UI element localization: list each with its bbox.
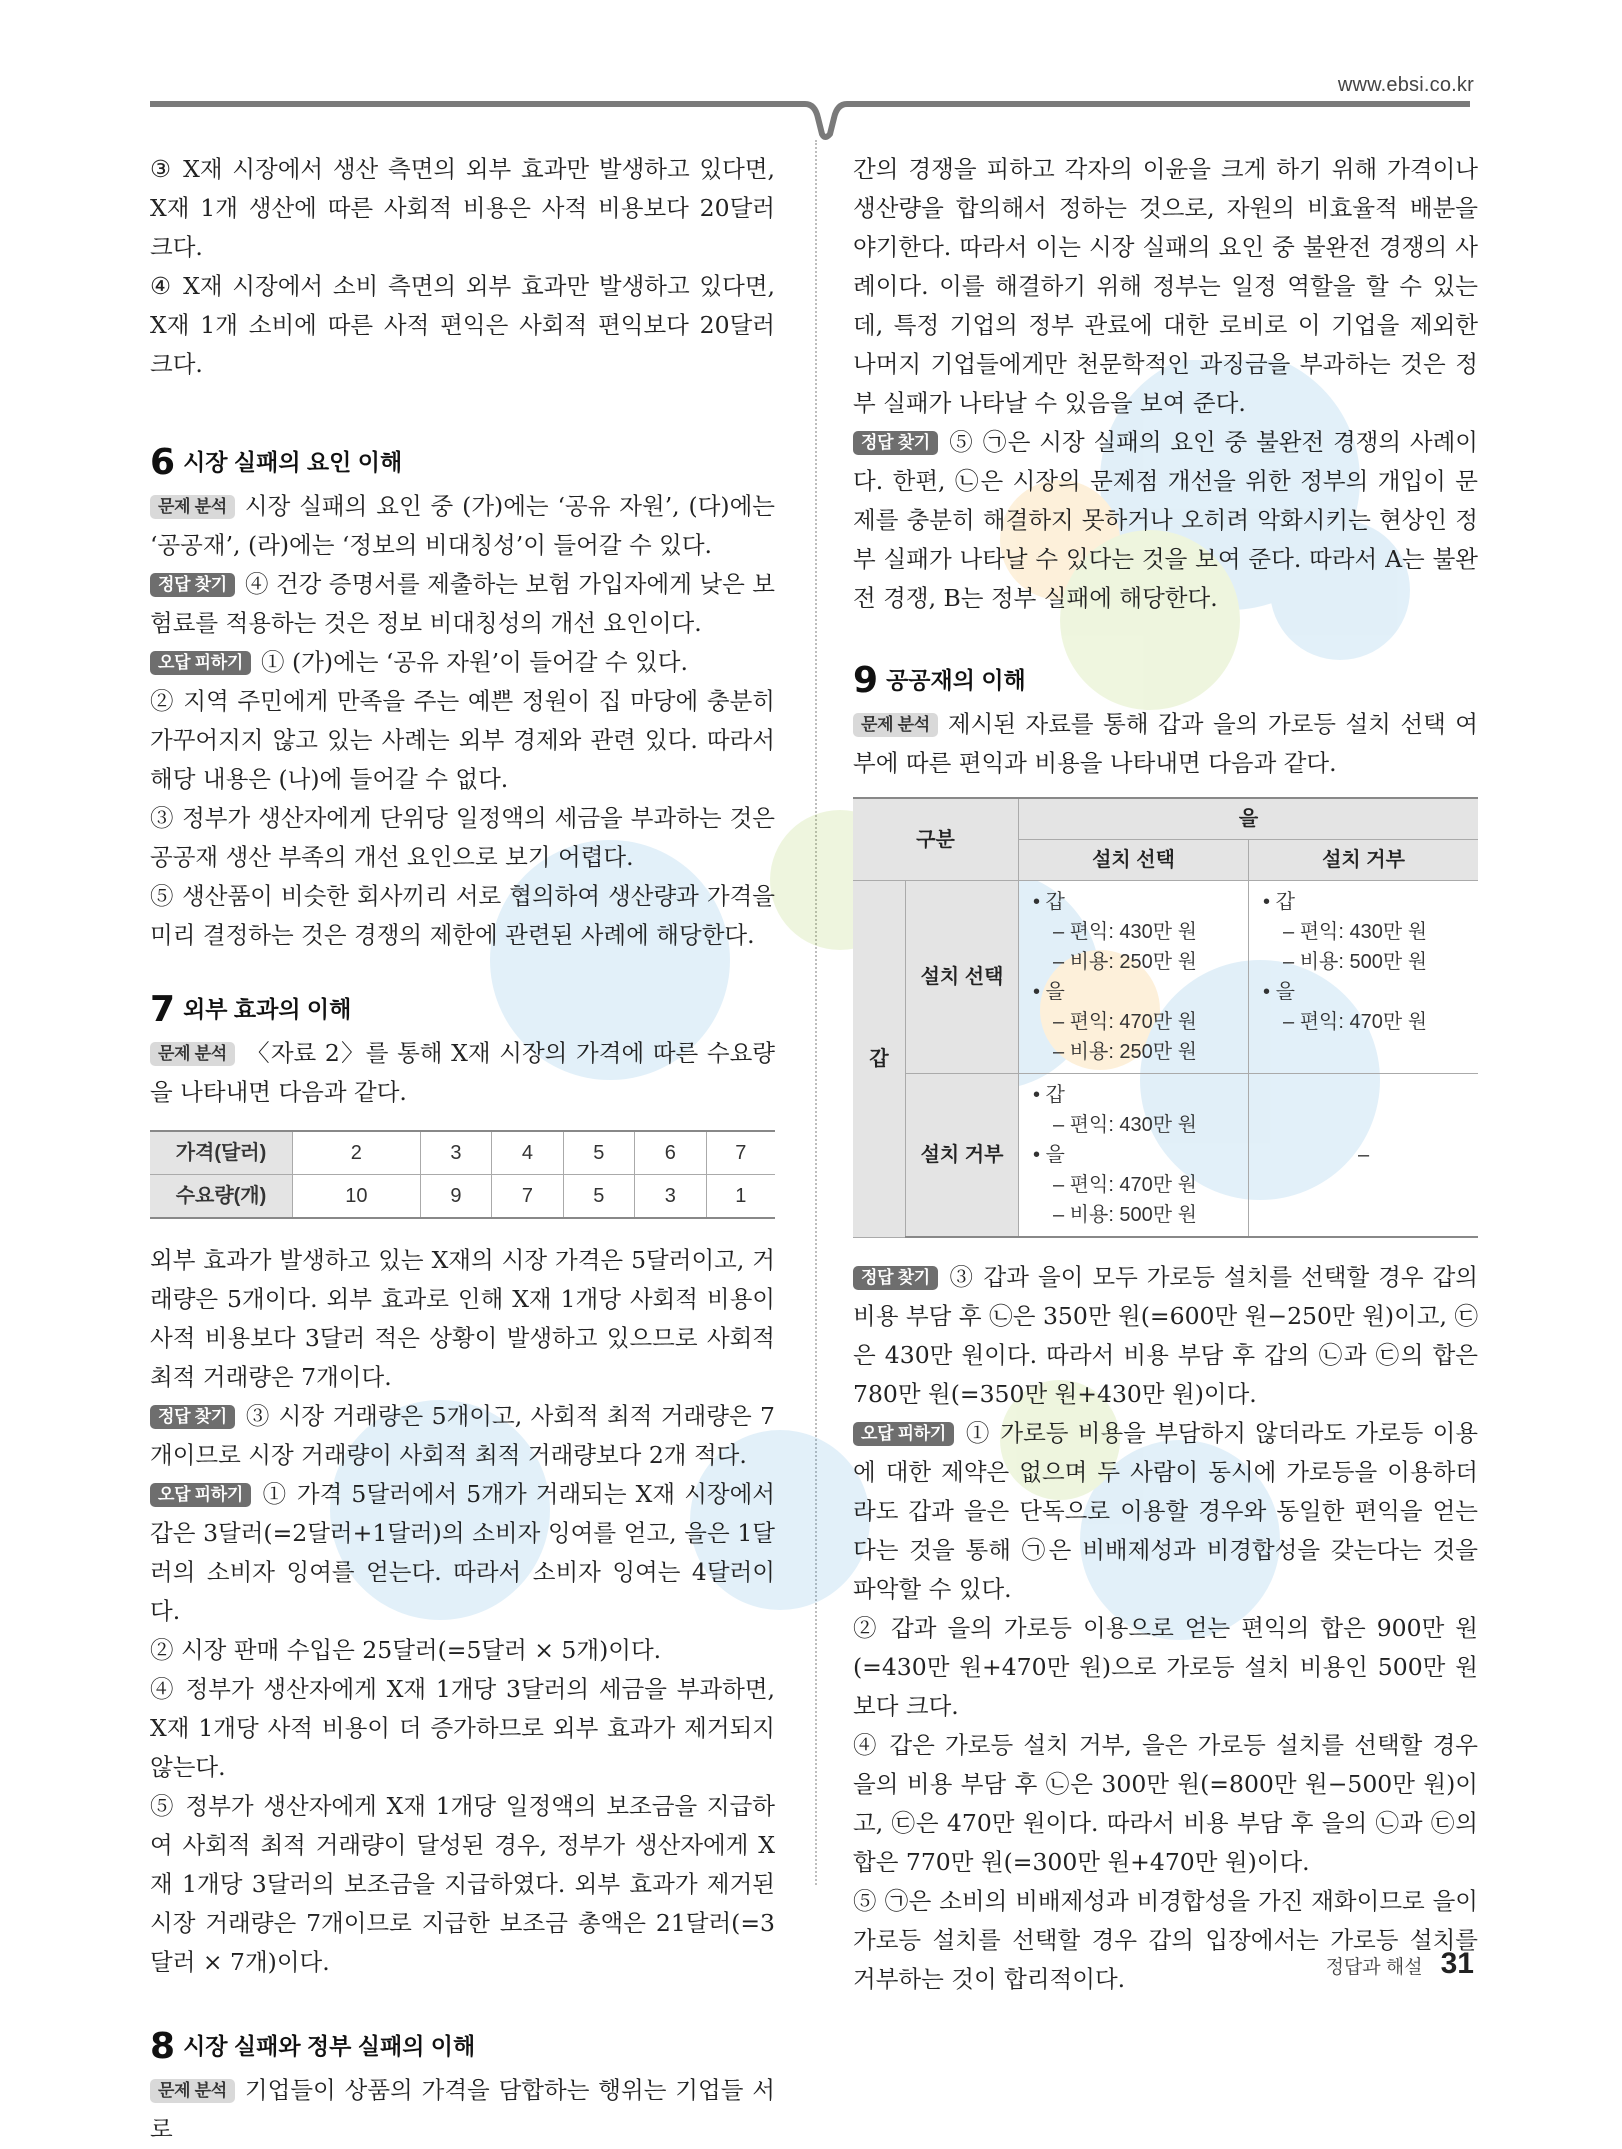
table-cell: 6 <box>635 1131 706 1175</box>
paragraph <box>150 643 775 682</box>
paragraph <box>853 1258 1478 1414</box>
cell-line: – 편익: 430만 원 <box>1053 921 1197 943</box>
table-cell: 9 <box>420 1175 491 1219</box>
column-header: 설치 선택 <box>1019 840 1249 881</box>
cell-line: – 편익: 430만 원 <box>1053 1114 1197 1136</box>
wrong-answer-text: ① 가로등 비용을 부담하지 않더라도 가로등 이용에 대한 제약은 없으며 두 사람이 동시에 가로등을 이용하더라도 갑과 을은 단독으로 이용할 경우와 동일한 편익을 얻는다는 것을 통해 ㉠은 비배제성과 비경합성을 갖는다는 것을 파악할 수 있다. <box>853 1419 1478 1603</box>
analysis-badge: 문제 분석 <box>150 1042 235 1066</box>
table-cell: 7 <box>706 1131 775 1175</box>
table-row <box>853 1074 1478 1238</box>
table-cell: 7 <box>492 1175 563 1219</box>
section-title-text: 외부 효과의 이해 <box>183 996 352 1022</box>
paragraph <box>853 1414 1478 1609</box>
table-cell: 4 <box>492 1131 563 1175</box>
section-number: 8 <box>150 2026 176 2067</box>
paragraph: ③ 정부가 생산자에게 단위당 일정액의 세금을 부과하는 것은 공공재 생산 부족의 개선 요인으로 보기 어렵다. <box>150 804 775 871</box>
analysis-text: 시장 실패의 요인 중 (가)에는 ‘공유 자원’, (다)에는 ‘공공재’, (라)에는 ‘정보의 비대칭성’이 들어갈 수 있다. <box>150 492 775 559</box>
cell-line: – 비용: 500만 원 <box>1283 951 1428 973</box>
analysis-text: 제시된 자료를 통해 갑과 을의 가로등 설치 선택 여부에 따른 편익과 비용을 나타내면 다음과 같다. <box>853 710 1478 777</box>
paragraph <box>853 705 1478 783</box>
cell-line: • 을 <box>1033 1144 1065 1166</box>
analysis-text: 기업들이 상품의 가격을 담합하는 행위는 기업들 서로 <box>150 2076 775 2143</box>
cell-line: – 비용: 250만 원 <box>1053 1041 1197 1063</box>
row-header: 가격(달러) <box>150 1131 293 1175</box>
left-column <box>150 150 775 2149</box>
section-6-title <box>150 442 775 483</box>
section-title-text: 시장 실패와 정부 실패의 이해 <box>183 2033 476 2059</box>
answer-text: ③ 갑과 을이 모두 가로등 설치를 선택할 경우 갑의 비용 부담 후 ㉡은 350만 원(=600만 원−250만 원)이고, ㉢은 430만 원이다. 따라서 비용 부담 후 갑의 ㉡과 ㉢의 합은 780만 원(=350만 원+430만 원)이다. <box>853 1263 1478 1408</box>
section-title-text: 시장 실패의 요인 이해 <box>183 449 403 475</box>
site-url: www.ebsi.co.kr <box>1337 74 1474 96</box>
corner-header: 구분 <box>853 798 1019 881</box>
price-demand-table <box>150 1130 775 1219</box>
table-cell: 3 <box>635 1175 706 1219</box>
cell-line: – 편익: 470만 원 <box>1053 1174 1197 1196</box>
wrong-answer-text: ① 가격 5달러에서 5개가 거래되는 X재 시장에서 갑은 3달러(=2달러+1달러)의 소비자 잉여를 얻고, 을은 1달러의 소비자 잉여를 얻는다. 따라서 소비자 잉여는 4달러이다. <box>150 1480 775 1625</box>
cell-line: • 을 <box>1263 981 1295 1003</box>
header-rule <box>150 96 1470 142</box>
column-header: 설치 거부 <box>1249 840 1478 881</box>
cell-line: • 갑 <box>1033 891 1065 913</box>
cell-line: – 편익: 470만 원 <box>1283 1011 1428 1033</box>
cell-line: • 을 <box>1033 981 1065 1003</box>
paragraph <box>853 423 1478 618</box>
table-cell: – <box>1249 1074 1478 1238</box>
table-cell <box>1019 881 1249 1074</box>
section-title-text: 공공재의 이해 <box>886 667 1026 693</box>
paragraph <box>150 1397 775 1475</box>
answer-badge: 정답 찾기 <box>150 1405 235 1429</box>
section-7-title <box>150 989 775 1030</box>
table-row <box>853 798 1478 840</box>
cell-line: – 편익: 430만 원 <box>1283 921 1428 943</box>
analysis-badge: 문제 분석 <box>853 713 938 737</box>
paragraph <box>150 565 775 643</box>
table-row <box>150 1131 775 1175</box>
wrong-answer-badge: 오답 피하기 <box>150 651 251 675</box>
wrong-answer-badge: 오답 피하기 <box>150 1483 251 1507</box>
table-row <box>853 881 1478 1074</box>
section-number: 7 <box>150 989 176 1030</box>
row-header: 설치 거부 <box>906 1074 1019 1238</box>
analysis-text: 〈자료 2〉를 통해 X재 시장의 가격에 따른 수요량을 나타내면 다음과 같다. <box>150 1039 775 1106</box>
answer-text: ③ 시장 거래량은 5개이고, 사회적 최적 거래량은 7개이므로 시장 거래량이 사회적 최적 거래량보다 2개 적다. <box>150 1402 775 1469</box>
cell-line: • 갑 <box>1033 1084 1065 1106</box>
paragraph: ② 지역 주민에게 만족을 주는 예쁜 정원이 집 마당에 충분히 가꾸어지지 않고 있는 사례는 외부 경제와 관련 있다. 따라서 해당 내용은 (나)에 들어갈 수 없다. <box>150 687 775 793</box>
paragraph: 간의 경쟁을 피하고 각자의 이윤을 크게 하기 위해 가격이나 생산량을 합의해서 정하는 것으로, 자원의 비효율적 배분을 야기한다. 따라서 이는 시장 실패의 요인 중 불완전 경쟁의 사례이다. 이를 해결하기 위해 정부는 일정 역할을 할 수 있는데, 특정 기업의 정부 관료에 대한 로비로 이 기업을 제외한 나머지 기업들에게만 천문학적인 과징금을 부과하는 것은 정부 실패가 나타날 수 있음을 보여 준다. <box>853 155 1478 417</box>
table-cell <box>1249 881 1478 1074</box>
answer-badge: 정답 찾기 <box>853 1266 938 1290</box>
wrong-answer-text: ① (가)에는 ‘공유 자원’이 들어갈 수 있다. <box>261 648 688 676</box>
paragraph: ④ 갑은 가로등 설치 거부, 을은 가로등 설치를 선택할 경우 을의 비용 부담 후 ㉡은 300만 원(=800만 원−500만 원)이고, ㉢은 470만 원이다. 따라서 비용 부담 후 을의 ㉡과 ㉢의 합은 770만 원(=300만 원+470만 원)이다. <box>853 1731 1478 1876</box>
analysis-badge: 문제 분석 <box>150 2079 235 2103</box>
paragraph: ④ X재 시장에서 소비 측면의 외부 효과만 발생하고 있다면, X재 1개 소비에 따른 사적 편익은 사회적 편익보다 20달러 크다. <box>150 272 775 378</box>
paragraph <box>150 1034 775 1112</box>
row-header: 설치 선택 <box>906 881 1019 1074</box>
right-column <box>853 150 1478 1999</box>
paragraph: ③ X재 시장에서 생산 측면의 외부 효과만 발생하고 있다면, X재 1개 생산에 따른 사회적 비용은 사적 비용보다 20달러 크다. <box>150 155 775 261</box>
answer-badge: 정답 찾기 <box>150 573 235 597</box>
analysis-badge: 문제 분석 <box>150 495 235 519</box>
row-group-header: 갑 <box>853 881 906 1238</box>
table-cell: 5 <box>563 1131 634 1175</box>
table-cell: 10 <box>293 1175 421 1219</box>
section-9-title <box>853 660 1478 701</box>
paragraph: ⑤ ㉠은 소비의 비배제성과 비경합성을 가진 재화이므로 을이 가로등 설치를 선택할 경우 갑의 입장에서는 가로등 설치를 거부하는 것이 합리적이다. <box>853 1887 1478 1993</box>
paragraph: ② 시장 판매 수입은 25달러(=5달러 × 5개)이다. <box>150 1636 662 1664</box>
section-number: 6 <box>150 442 176 483</box>
row-header: 수요량(개) <box>150 1175 293 1219</box>
paragraph: 외부 효과가 발생하고 있는 X재의 시장 가격은 5달러이고, 거래량은 5개이다. 외부 효과로 인해 X재 1개당 사회적 비용이 사적 비용보다 3달러 적은 상황이 발생하고 있으므로 사회적 최적 거래량은 7개이다. <box>150 1246 775 1391</box>
paragraph: ⑤ 정부가 생산자에게 X재 1개당 일정액의 보조금을 지급하여 사회적 최적 거래량이 달성된 경우, 정부가 생산자에게 X재 1개당 3달러의 보조금을 지급하였다. 외부 효과가 제거된 시장 거래량은 7개이므로 지급한 보조금 총액은 21달러(=3달러 × 7개)이다. <box>150 1792 775 1976</box>
benefit-cost-table <box>853 797 1478 1238</box>
table-cell: 2 <box>293 1131 421 1175</box>
table-cell: 1 <box>706 1175 775 1219</box>
section-number: 9 <box>853 660 879 701</box>
table-cell: 3 <box>420 1131 491 1175</box>
paragraph <box>150 1475 775 1631</box>
paragraph: ② 갑과 을의 가로등 이용으로 얻는 편익의 합은 900만 원(=430만 원+470만 원)으로 가로등 설치 비용인 500만 원보다 크다. <box>853 1614 1478 1720</box>
column-divider <box>815 140 817 1885</box>
paragraph: ⑤ 생산품이 비슷한 회사끼리 서로 협의하여 생산량과 가격을 미리 결정하는 것은 경쟁의 제한에 관련된 사례에 해당한다. <box>150 882 775 949</box>
page-number: 31 <box>1440 1947 1474 1980</box>
cell-line: – 비용: 250만 원 <box>1053 951 1197 973</box>
table-cell: 5 <box>563 1175 634 1219</box>
paragraph <box>150 487 775 565</box>
table-cell <box>1019 1074 1249 1238</box>
wrong-answer-badge: 오답 피하기 <box>853 1422 954 1446</box>
answer-text: ⑤ ㉠은 시장 실패의 요인 중 불완전 경쟁의 사례이다. 한편, ㉡은 시장의 문제점 개선을 위한 정부의 개입이 문제를 충분히 해결하지 못하거나 오히려 악화시키는 현상인 정부 실패가 나타날 수 있다는 것을 보여 준다. 따라서 A는 불완전 경쟁, B는 정부 실패에 해당한다. <box>853 428 1478 612</box>
cell-line: – 비용: 500만 원 <box>1053 1204 1197 1226</box>
paragraph <box>150 2071 775 2149</box>
table-row <box>150 1175 775 1219</box>
answer-badge: 정답 찾기 <box>853 431 938 455</box>
page-footer <box>1326 1947 1474 1981</box>
answer-text: ④ 건강 증명서를 제출하는 보험 가입자에게 낮은 보험료를 적용하는 것은 정보 비대칭성의 개선 요인이다. <box>150 570 775 637</box>
paragraph: ④ 정부가 생산자에게 X재 1개당 3달러의 세금을 부과하면, X재 1개당 사적 비용이 더 증가하므로 외부 효과가 제거되지 않는다. <box>150 1675 775 1781</box>
footer-label: 정답과 해설 <box>1325 1957 1423 1978</box>
cell-line: – 편익: 470만 원 <box>1053 1011 1197 1033</box>
cell-line: • 갑 <box>1263 891 1295 913</box>
column-group-header: 을 <box>1019 798 1479 840</box>
